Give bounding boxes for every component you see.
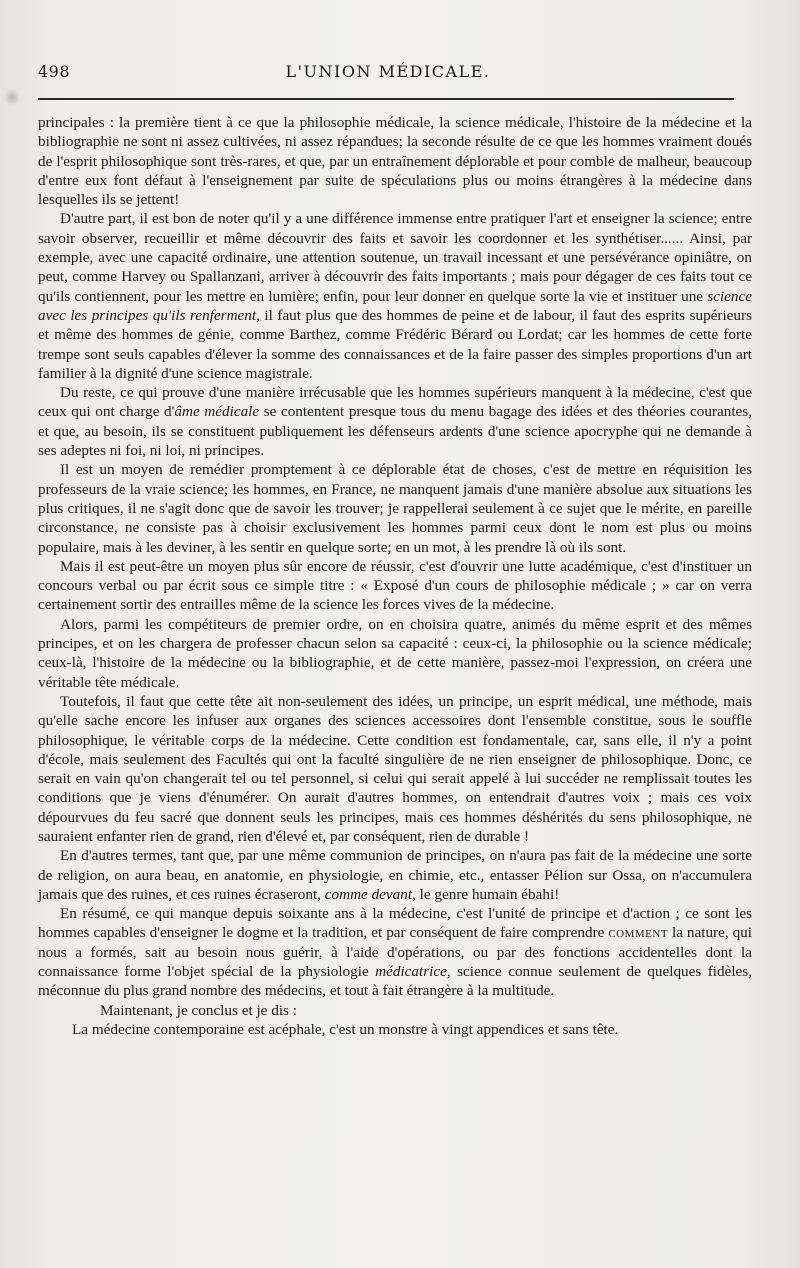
paragraph: D'autre part, il est bon de noter qu'il y a une différence immense entre pratiquer l'art et enseigner la science; entre savoir observer, recueillir et même découvrir des faits et savoir les coordonner et les synthétiser...... Ainsi, par exemple, avec une capacité ordinaire, une attention soutenue, un travail incessant et une persévérance opiniâtre, on peut, comme Harvey ou Spallanzani, arriver à découvrir des faits importants ; mais pour dégager de ces faits tout ce qu'ils contiennent, pour les mettre en lumière; enfin, pour leur donner en quelque sorte la vie et instituer une science avec les principes qu'ils renferment, il faut plus que des hommes de peine et de labour, il faut des esprits supérieurs et même des hommes de génie, comme Barthez, comme Frédéric Bérard ou Lordat; car les hommes de cette forte trempe sont seuls capables d'élever la somme des connaissances et de la faire passer des simples proportions d'un art familier à la dignité d'une science magistrale. (38, 210, 752, 382)
paragraph: La médecine contemporaine est acéphale, c'est un monstre à vingt appendices et sans tête. (72, 1020, 619, 1038)
paragraph: Il est un moyen de remédier promptement à ce déplorable état de choses, c'est de mettre en réquisition les professeurs de la vraie science; les hommes, en France, ne manquent jamais d'une manière absolue aux situations les plus critiques, il ne s'agit donc que de savoir les trouver; je rappellerai seulement à ce sujet que le mérite, en pareille circonstance, ne consiste pas à choisir exclusivement les hommes parmi ceux dont le nom est plus ou moins populaire, mais à les deviner, à les sentir en quelque sorte; en un mot, à les prendre là où ils sont. (38, 461, 752, 556)
paragraph: Mais il est peut-être un moyen plus sûr encore de réussir, c'est d'ouvrir une lutte académique, c'est d'instituer un concours verbal ou par écrit sous ce simple titre : « Exposé d'un cours de philosophie médicale ; » car on verra certainement sortir des entrailles même de la science les forces vives de la médecine. (38, 557, 752, 614)
page-number: 498 (38, 62, 71, 81)
paragraph: Toutefois, il faut que cette tête ait non-seulement des idées, un principe, un esprit médical, une méthode, mais qu'elle sache encore les infuser aux organes des sciences accessoires dont l'ensemble constitue, sous le souffle philosophique, le véritable corps de la médecine. Cette condition est fondamentale, car, sans elle, il n'y a point d'école, mais seulement des Facultés qui ont la faculté singulière de ne rien enseigner de philosophique. Donc, ce serait en vain qu'on changerait tel ou tel personnel, si celui qui serait appelé à lui succéder ne remplissait toutes les conditions que je viens d'énumérer. On aurait d'autres hommes, on entendrait d'autres voix ; mais ces voix dépourvues du feu sacré que donnent seuls les principes, mais ces hommes déshérités du sens philosophique, ne sauraient enfanter rien de grand, rien d'élevé et, par conséquent, rien de durable ! (38, 692, 752, 845)
page-header (38, 62, 738, 86)
page-stain (4, 88, 20, 106)
paragraph: Du reste, ce qui prouve d'une manière irrécusable que les hommes supérieurs manquent à la médecine, c'est que ceux qui ont charge d'âme médicale se contentent presque tous du menu bagage des idées et des théories courantes, et que, au besoin, ils se constituent publiquement les défenseurs ardents d'une science apocryphe qui ne demande à ses adeptes ni foi, ni loi, ni principes. (38, 384, 752, 460)
paragraph: Maintenant, je conclus et je dis : (100, 1001, 297, 1019)
running-title: L'UNION MÉDICALE. (285, 62, 491, 81)
paragraph: En résumé, ce qui manque depuis soixante ans à la médecine, c'est l'unité de principe et d'action ; ce sont les hommes capables d'enseigner le dogme et la tradition, et par conséquent de faire comprendre comment la nature, qui nous a formés, sait au besoin nous guérir, à l'aide d'opérations, ou par des fonctions accidentelles dont la connaissance forme l'objet spécial de la physiologie médicatrice, science connue seulement de quelques fidèles, méconnue du plus grand nombre des médecins, et tout à fait étrangère à la multitude. (38, 905, 753, 1000)
paragraph: Alors, parmi les compétiteurs de premier ordre, on en choisira quatre, animés du même esprit et des mêmes principes, et on les chargera de professer chacun selon sa capacité : ceux-ci, la philosophie ou la science médicale; ceux-là, l'histoire de la médecine ou la bibliographie, et de cette manière, passez-moi l'expression, on créera une véritable tête médicale. (38, 615, 752, 691)
header-rule (38, 98, 734, 100)
italic-phrase: science avec les principes qu'ils renferment, (38, 287, 752, 324)
paragraph: principales : la première tient à ce que la philosophie médicale, la science médicale, l'histoire de la médecine et la bibliographie ne sont ni assez cultivées, ni assez répandues; la seconde résulte de ce que les hommes vraiment doués de l'esprit philosophique sont très-rares, et que, par un entraînement déplorable et pour comble de malheur, beaucoup d'entre eux font défaut à l'enseignement par suite de spéculations plus ou moins étrangères à la médecine dans lesquelles ils se jettent! (38, 114, 752, 209)
paragraph: En d'autres termes, tant que, par une même communion de principes, on n'aura pas fait de la médecine une sorte de religion, on aura beau, en anatomie, en physiologie, en chimie, etc., entasser Pélion sur Ossa, on n'accumulera jamais que des ruines, et ces ruines écraseront, comme devant, le genre humain ébahi! (38, 847, 752, 903)
article-body (38, 113, 752, 1039)
italic-phrase: âme médicale (174, 403, 260, 421)
italic-phrase: comme devant, (324, 885, 416, 903)
small-caps-word: comment (608, 924, 669, 942)
italic-phrase: médicatrice, (375, 963, 451, 981)
